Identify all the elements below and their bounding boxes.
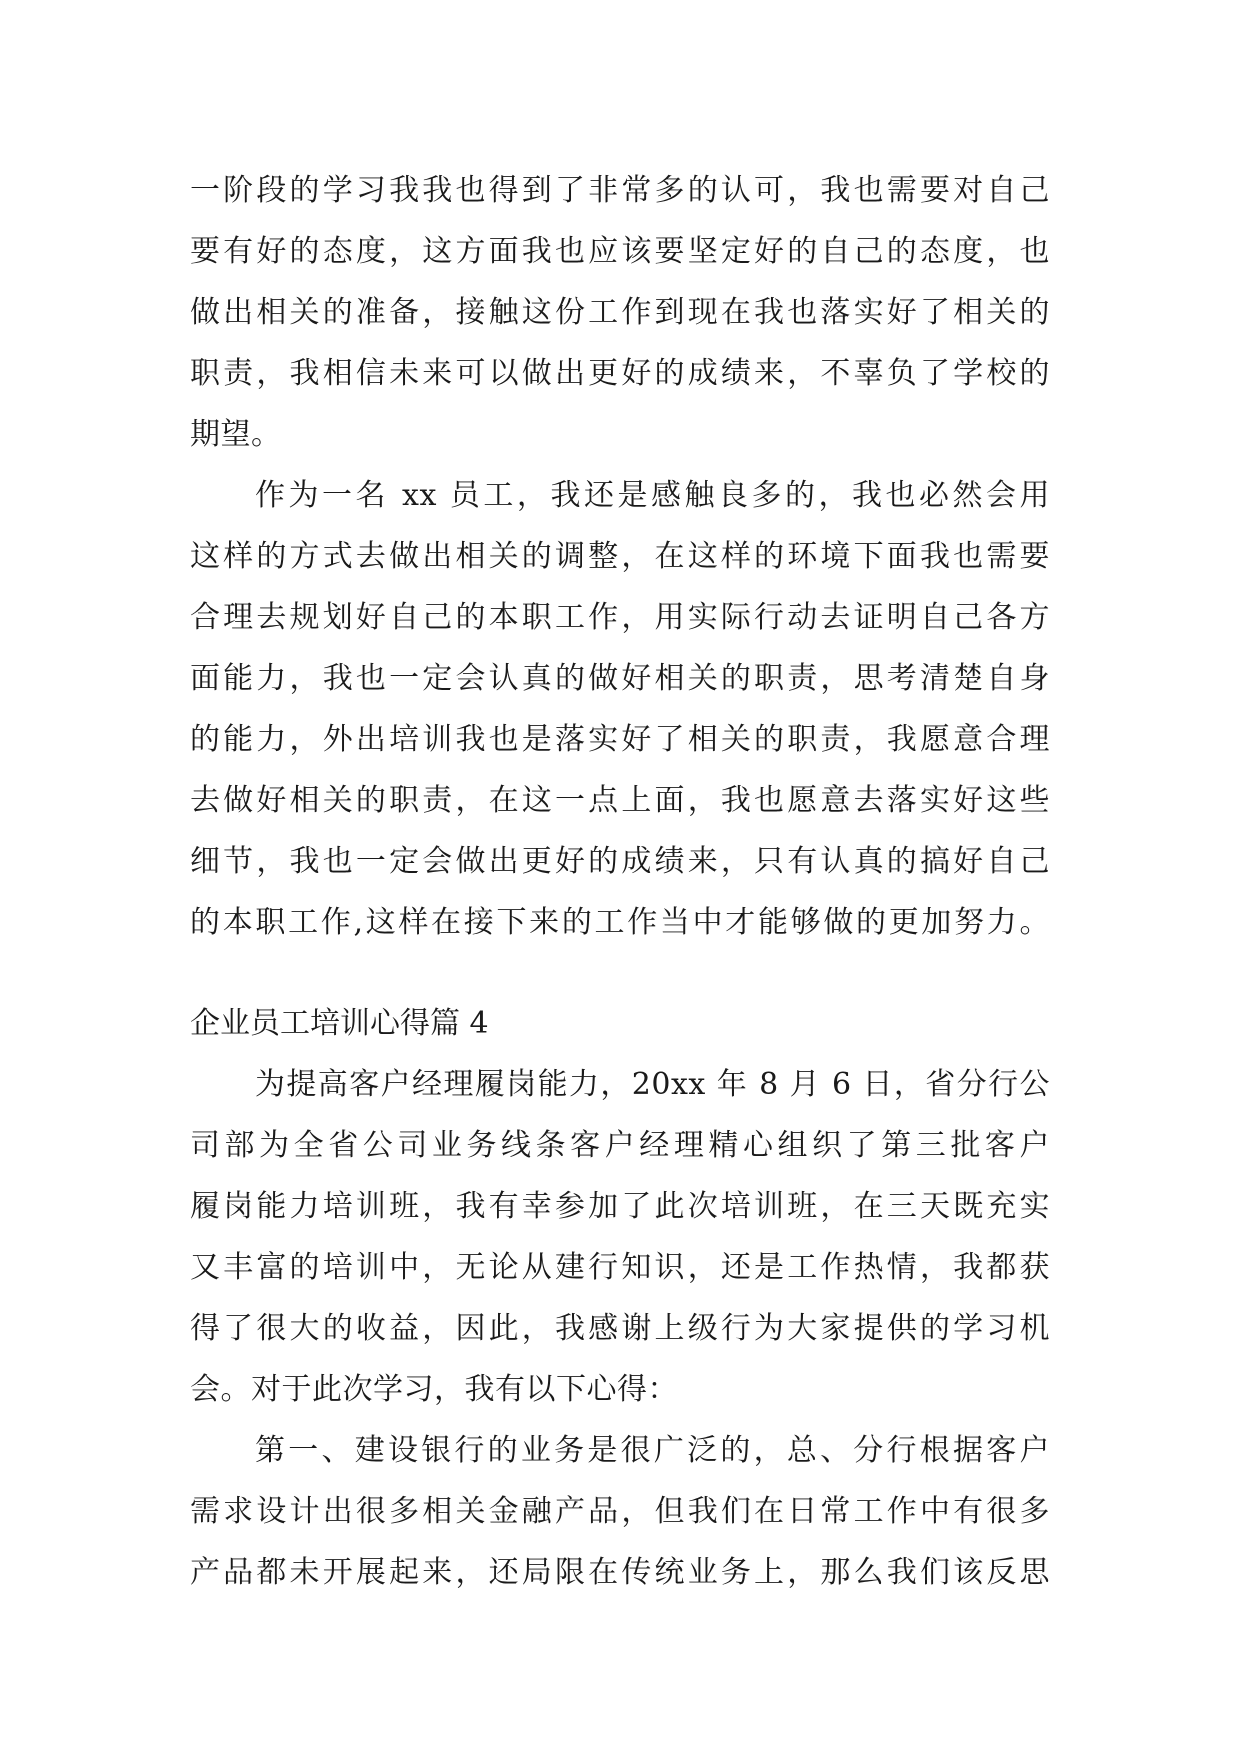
text-line: 的能力，外出培训我也是落实好了相关的职责，我愿意合理 [190,722,1050,757]
text-line: 要有好的态度，这方面我也应该要坚定好的自己的态度，也 [190,234,1050,269]
section-spacer [190,953,1050,993]
text-line: 履岗能力培训班，我有幸参加了此次培训班，在三天既充实 [190,1189,1050,1224]
text-line: 细节，我也一定会做出更好的成绩来，只有认真的搞好自己 [190,844,1050,879]
text-line: 得了很大的收益，因此，我感谢上级行为大家提供的学习机 [190,1311,1050,1346]
paragraph-2 [190,465,1050,953]
text-line: 需求设计出很多相关金融产品，但我们在日常工作中有很多 [190,1494,1050,1529]
text-line: 为提高客户经理履岗能力，20xx 年 8 月 6 日，省分行公 [255,1067,1050,1102]
text-line: 司部为全省公司业务线条客户经理精心组织了第三批客户 [190,1128,1050,1163]
text-line: 产品都未开展起来，还局限在传统业务上，那么我们该反思 [190,1555,1050,1590]
section-heading: 企业员工培训心得篇 4 [190,1006,489,1041]
text-line: 做出相关的准备，接触这份工作到现在我也落实好了相关的 [190,295,1050,330]
text-line: 一阶段的学习我我也得到了非常多的认可，我也需要对自己 [190,173,1050,208]
text-line: 职责，我相信未来可以做出更好的成绩来，不辜负了学校的 [190,356,1050,391]
paragraph-1 [190,160,1050,465]
text-line: 面能力，我也一定会认真的做好相关的职责，思考清楚自身 [190,661,1050,696]
text-line: 第一、建设银行的业务是很广泛的，总、分行根据客户 [255,1433,1050,1468]
text-line: 去做好相关的职责，在这一点上面，我也愿意去落实好这些 [190,783,1050,818]
text-line: 的本职工作,这样在接下来的工作当中才能够做的更加努力。 [190,905,1050,940]
document-page [190,160,1050,1603]
paragraph-4 [190,1420,1050,1603]
paragraph-3 [190,1054,1050,1420]
text-line: 合理去规划好自己的本职工作，用实际行动去证明自己各方 [190,600,1050,635]
text-line: 又丰富的培训中，无论从建行知识，还是工作热情，我都获 [190,1250,1050,1285]
text-line: 这样的方式去做出相关的调整，在这样的环境下面我也需要 [190,539,1050,574]
text-line: 作为一名 xx 员工，我还是感触良多的，我也必然会用 [255,478,1050,513]
text-line: 期望。 [190,417,282,452]
text-line: 会。对于此次学习，我有以下心得： [190,1372,678,1407]
